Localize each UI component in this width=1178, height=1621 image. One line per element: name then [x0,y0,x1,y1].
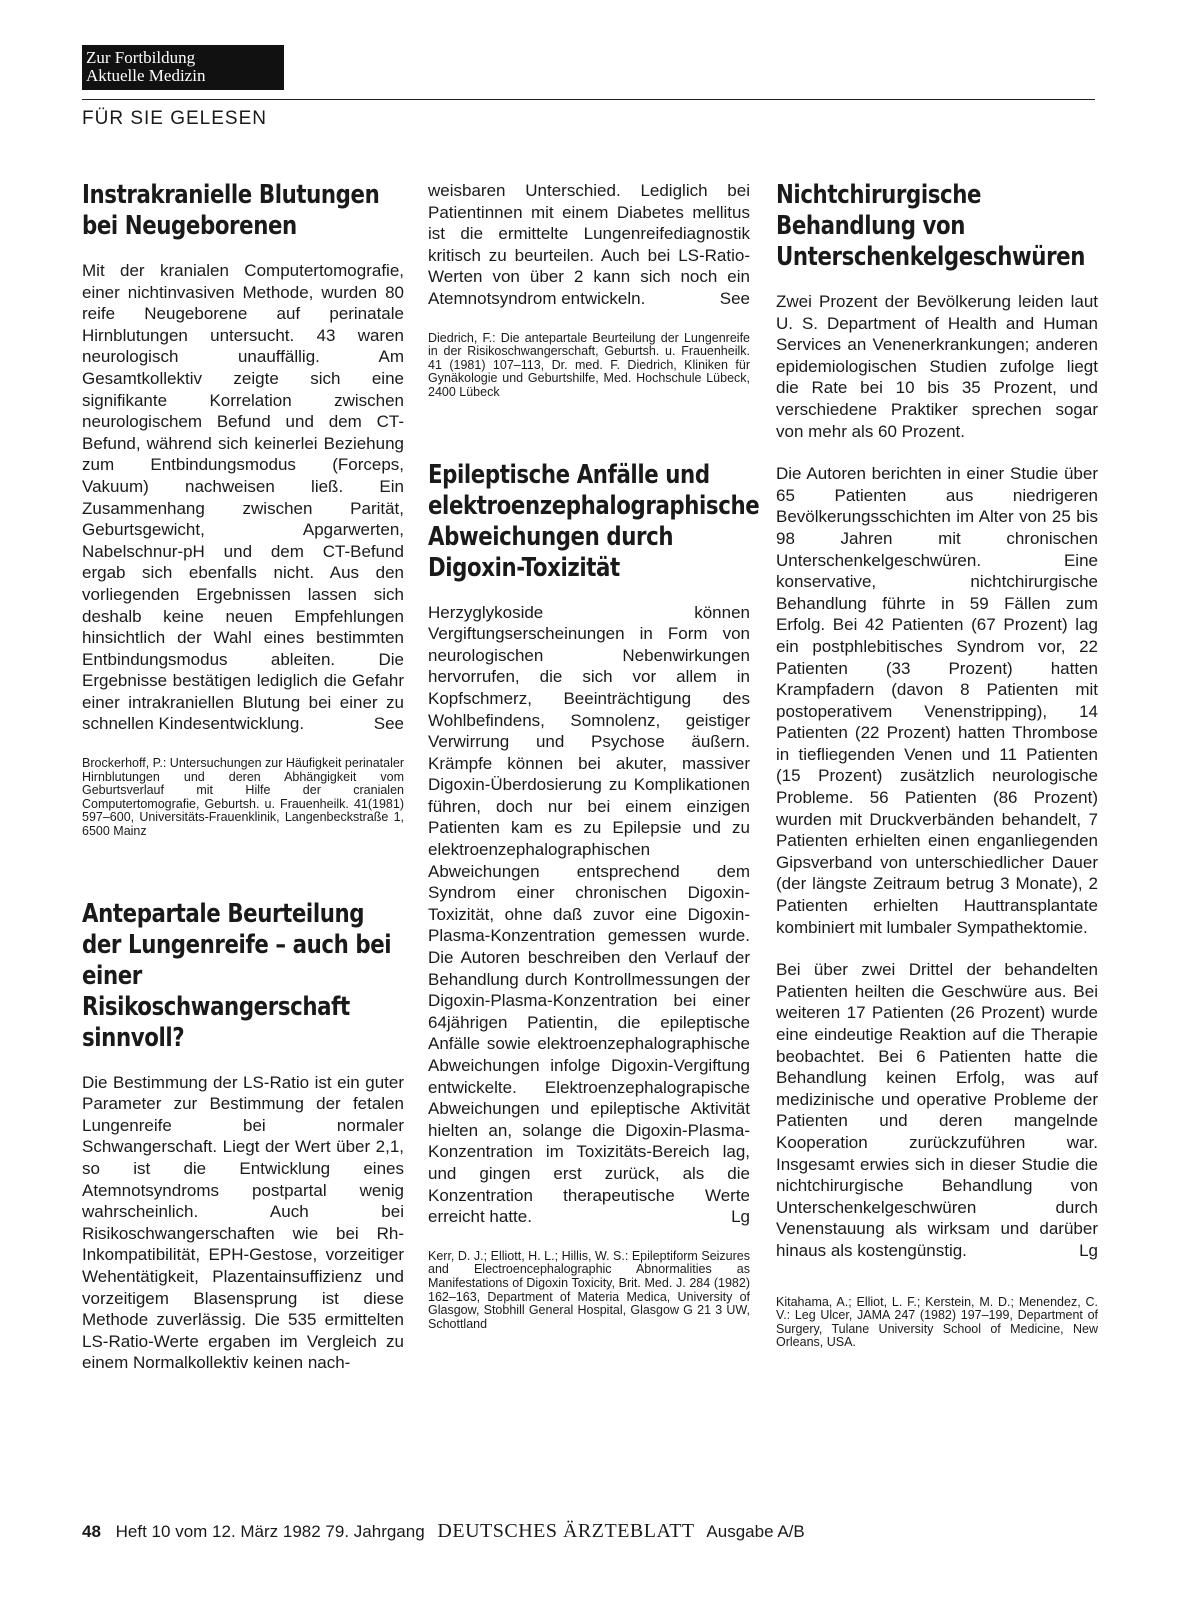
article-1-signature: See [373,714,404,734]
page-footer [82,1520,805,1543]
column-1 [82,180,404,1374]
article-2-title: Antepartale Beurteilung der Lungenreife – auch bei einer Risikoschwangerschaft sinnvoll? [82,898,392,1053]
section-badge [82,45,284,90]
article-4-paragraph-3: Bei über zwei Drittel der behandelten Patienten heilten die Geschwüre aus. Bei weiteren 17 Patienten (26 Prozent) wurde eine eindeutige Reaktion auf die Therapie beobachtet. Bei 6 Patienten hatte die Behandlung keinen Erfolg, was auf medizinische und operative Probleme der Patienten und deren mangelnde Kooperation zurückzuführen war. Insgesamt erwies sich in dieser Studie die nichtchirurgische Behandlung von Unterschenkelgeschwüren durch Venenstauung als wirksam und darüber hinaus als kostengünstig. Lg [776,960,1098,1260]
article-2-body-part2: weisbaren Unterschied. Lediglich bei Patientinnen mit einem Diabetes mellitus ist die ermittelte Lungenreifediagnostik kritisch zu beurteilen. Auch bei LS-Ratio-Werten von über 2 kann sich noch ein Atemnotsyndrom entwickeln. See [428,181,750,308]
journal-name: DEUTSCHES ÄRZTEBLATT [437,1520,695,1542]
edition-info: Ausgabe A/B [706,1522,805,1541]
article-2-body-part1: Die Bestimmung der LS-Ratio ist ein guter Parameter zur Bestimmung der fetalen Lungenreife bei normaler Schwangerschaft. Liegt der Wert über 2,1, so ist die Entwicklung eines Atemnotsyndroms postpartal wenig wahrscheinlich. Auch bei Risikoschwangerschaften wie bei Rh-Inkompatibilität, EPH-Gestose, vorzeitiger Wehentätigkeit, Plazentainsuffizienz und vorzeitigem Blasensprung ist diese Methode zuverlässig. Die 535 ermittelten LS-Ratio-Werte ergaben im Vergleich zu einem Normalkollektiv keinen nach- [82,1072,404,1373]
article-4-paragraph-1: Zwei Prozent der Bevölkerung leiden laut U. S. Department of Health and Human Services an Venenerkrankungen; anderen epidemiologischen Studien zufolge liegt die Rate bei 10 bis 35 Prozent, und verschiedene Praktiker sprechen sogar von mehr als 60 Prozent. [776,292,1098,441]
article-2-signature: See [719,288,750,308]
column-2 [428,180,760,1331]
article-3-reference: Kerr, D. J.; Elliott, H. L.; Hillis, W. S.: Epileptiform Seizures and Electroencephalographic Abnormalities as Manifestations of Digoxin Toxicity, Brit. Med. J. 284 (1982) 162–163, Department of Materia Medica, University of Glasgow, Stobhill General Hospital, Glasgow G 21 3 UW, Schottland [428,1248,750,1331]
issue-info: Heft 10 vom 12. März 1982 79. Jahrgang [115,1522,425,1541]
article-3-title: Epileptische Anfälle und elektroenzephalographische Abweichungen durch Digoxin-Toxizität [428,459,760,583]
header-rule [82,99,1095,100]
page-number: 48 [82,1522,101,1541]
article-1-title: Instrakranielle Blutungen bei Neugeborenen [82,180,380,241]
badge-line-1: Zur Fortbildung [86,48,196,67]
article-4-paragraph-2: Die Autoren berichten in einer Studie über 65 Patienten aus niedrigeren Bevölkerungsschichten im Alter von 25 bis 98 Jahren mit chronischen Unterschenkelgeschwüren. Eine konservative, nichtchirurgische Behandlung führte in 59 Fällen zum Erfolg. Bei 42 Patienten (67 Prozent) lag ein postphlebitisches Syndrom vor, 22 Patienten (33 Prozent) hatten Krampfadern (davon 8 Patienten mit postoperativem Venenstripping), 14 Patienten (22 Prozent) hatten Thrombose in tiefliegenden Venen und 11 Patienten (15 Prozent) zusätzlich neurologische Probleme. 56 Patienten (86 Prozent) wurden mit Druckverbänden behandelt, 7 Patienten erhielten einen enganliegenden Gipsverband von unterschiedlicher Dauer (der längste Zeitraum betrug 3 Monate), 2 Patienten erhielten Hauttransplantate kombiniert mit lumbaler Sympathektomie. [776,464,1098,937]
article-3-body: Herzyglykoside können Vergiftungserscheinungen in Form von neurologischen Nebenwirkungen hervorrufen, die sich vor allem in Kopfschmerz, Beeinträchtigung des Wohlbefindens, Somnolenz, geistiger Verwirrung und Psychose äußern. Krämpfe können bei akuter, massiver Digoxin-Überdosierung zu Komplikationen führen, doch nur bei einem einzigen Patienten kam es zu Epilepsie und zu elektroenzephalographischen Abweichungen entsprechend dem Syndrom einer chronischen Digoxin-Toxizität, ohne daß zuvor eine Digoxin-Plasma-Konzentration gemessen wurde. Die Autoren beschreiben den Verlauf der Behandlung durch Kontrollmessungen der Digoxin-Plasma-Konzentration bei einer 64jährigen Patientin, die epileptische Anfälle sowie elektroenzephalographische Abweichungen infolge Digoxin-Vergiftung entwickelte. Elektroenzephalograpische Abweichungen und epileptische Aktivität hielten an, solange die Digoxin-Plasma-Konzentration im Toxizitäts-Bereich lag, und gingen erst zurück, als die Konzentration therapeutische Werte erreicht hatte. Lg [428,602,750,1227]
article-4-reference: Kitahama, A.; Elliot, L. F.; Kerstein, M. D.; Menendez, C. V.: Leg Ulcer, JAMA 247 (1982) 197–199, Department of Surgery, Tulane University School of Medicine, New Orleans, USA. [776,1294,1098,1350]
article-3-signature: Lg [731,1207,750,1227]
article-1-body: Mit der kranialen Computertomografie, einer nichtinvasiven Methode, wurden 80 reife Neugeborene auf perinatale Hirnblutungen untersucht. 43 waren neurologisch unauffällig. Am Gesamtkollektiv zeigte sich eine signifikante Korrelation zwischen neurologischem Befund und dem CT-Befund, während sich keinerlei Beziehung zum Entbindungsmodus (Forceps, Vakuum) nachweisen ließ. Ein Zusammenhang zwischen Parität, Geburtsgewicht, Apgarwerten, Nabelschnur-pH und dem CT-Befund ergab sich ebenfalls nicht. Aus den vorliegenden Ergebnissen lassen sich deshalb keine neuen Empfehlungen hinsichtlich der Wahl eines bestimmten Entbindungsmodus ableiten. Die Ergebnisse bestätigen lediglich die Gefahr einer intrakraniellen Blutung bei einer zu schnellen Kindesentwicklung. See [82,261,404,734]
badge-line-2: Aktuelle Medizin [86,66,206,85]
article-4-signature: Lg [1079,1240,1098,1260]
article-4-title: Nichtchirurgische Behandlung von Unterschenkelgeschwüren [776,180,1085,272]
article-1-reference: Brockerhoff, P.: Untersuchungen zur Häufigkeit perinataler Hirnblutungen und deren Abhängigkeit vom Geburtsverlauf mit Hilfe der cranialen Computertomografie, Geburtsh. u. Frauenheilk. 41(1981) 597–600, Universitäts-Frauenklinik, Langenbeckstraße 1, 6500 Mainz [82,756,404,839]
column-3 [776,180,1098,1350]
section-title: FÜR SIE GELESEN [82,108,267,129]
article-2-reference: Diedrich, F.: Die antepartale Beurteilung der Lungenreife in der Risikoschwangerschaft, Geburtsh. u. Frauenheilk. 41 (1981) 107–113, Dr. med. F. Diedrich, Kliniken für Gynäkologie und Geburtshilfe, Med. Hochschule Lübeck, 2400 Lübeck [428,330,750,399]
